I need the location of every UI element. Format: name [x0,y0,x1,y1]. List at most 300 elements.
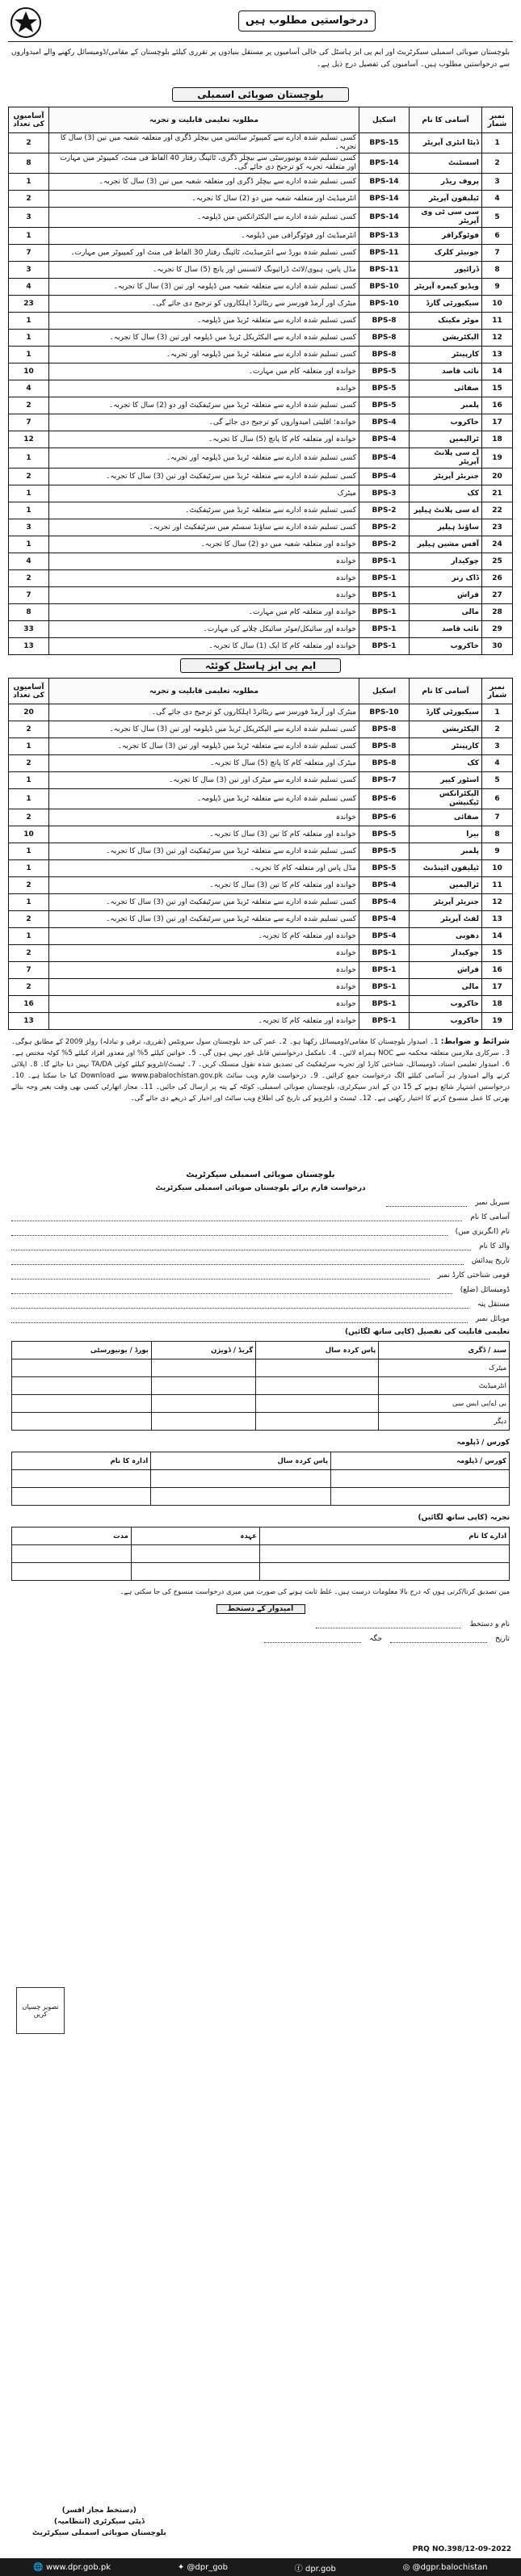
edu-cell[interactable] [151,1395,255,1413]
cell-scale: BPS-1 [359,570,410,587]
table-row [9,414,513,431]
globe-icon: 🌐 [33,2562,44,2572]
cell-count: 1 [9,894,49,911]
table-row [12,1470,510,1488]
edu-cell[interactable] [256,1413,379,1431]
table-row [9,502,513,519]
edu-degree: انٹرمیڈیٹ [379,1377,510,1395]
cell-req: مڈل پاس اور متعلقہ کام کا تجربہ۔ [49,860,359,877]
cell-sr: 18 [482,996,513,1013]
table-row [9,789,513,809]
cell-sr: 21 [482,485,513,502]
edu-cell[interactable] [151,1377,255,1395]
cell-req: کسی تسلیم شدہ ادارے سے متعلقہ ٹریڈ میں ڈپلومہ اور تجربہ۔ [49,347,359,363]
cell-post: مالی [410,979,482,996]
date-place-row [11,1633,510,1643]
table-row [9,363,513,380]
header-scale: اسکیل [359,107,410,133]
table-row [9,704,513,721]
table-row [12,1359,510,1377]
cell-scale: BPS-14 [359,208,410,228]
cell-count: 10 [9,363,49,380]
edu-cell[interactable] [151,1413,255,1431]
cell-req: خواندہ اور متعلقہ کام کا تجربہ۔ [49,1013,359,1030]
cell-scale: BPS-1 [359,996,410,1013]
edu-degree: میٹرک [379,1359,510,1377]
edu-cell[interactable] [256,1395,379,1413]
cell-post: خاکروب [410,1013,482,1030]
course-title: کورس / ڈپلومہ [456,1439,510,1447]
cell-post: اے سی پلانٹ آپریٹر [410,448,482,469]
cell-count: 23 [9,296,49,313]
cell-post: اسسٹنٹ [410,153,482,174]
jobs-table-hostel [8,678,513,1030]
cell-req: خواندہ [49,570,359,587]
cell-count: 1 [9,789,49,809]
cell-sr: 12 [482,330,513,347]
cell-sr: 19 [482,1013,513,1030]
cell-req: کسی تسلیم شدہ ادارے سے الیکٹرانکس میں ڈپلومہ۔ [49,208,359,228]
table-row [9,208,513,228]
name-field[interactable] [316,1619,461,1628]
cell-post: نائب قاصد [410,363,482,380]
cell-scale: BPS-8 [359,721,410,738]
cell-count: 16 [9,996,49,1013]
cell-sr: 11 [482,313,513,330]
cell-count: 13 [9,1013,49,1030]
cell-sr: 28 [482,604,513,621]
footer-twitter-label: @dpr_gob [187,2562,229,2572]
edu-cell[interactable] [256,1377,379,1395]
form-field-row [11,1299,510,1309]
cell-scale: BPS-4 [359,928,410,945]
cell-req: میٹرک اور آرمڈ فورسز سے ریٹائرڈ اہلکاروں کو ترجیح دی جائے گی۔ [49,296,359,313]
cell-req: کسی تسلیم شدہ ادارے سے متعلقہ ٹریڈ میں سرٹیفکیٹ اور تین (3) سال کا تجربہ۔ [49,843,359,860]
cell-scale: BPS-4 [359,431,410,448]
cell-count: 7 [9,245,49,262]
cell-scale: BPS-5 [359,397,410,414]
table-row [9,397,513,414]
table-row [9,448,513,469]
table-row [9,431,513,448]
form-field-input[interactable] [11,1313,468,1323]
footer-bar [0,2558,521,2576]
cell-scale: BPS-1 [359,587,410,604]
table-row [9,755,513,772]
form-serial-row [11,1197,510,1207]
exp-header-row [12,1528,510,1545]
edu-cell[interactable] [12,1359,152,1377]
footer-twitter[interactable] [178,2563,228,2572]
cell-count: 8 [9,153,49,174]
footer-web[interactable] [33,2563,111,2572]
table-row [9,826,513,843]
cell-sr: 4 [482,755,513,772]
cell-req: کسی تسلیم شدہ ادارے سے متعلقہ ٹریڈ میں ڈپلومہ اور تجربہ۔ [49,448,359,469]
form-field-input[interactable] [11,1299,469,1309]
cell-count: 2 [9,911,49,928]
cell-count: 1 [9,347,49,363]
cell-post: دھوبی [410,928,482,945]
cell-post: ڈاک رنر [410,570,482,587]
cell-count: 2 [9,877,49,894]
cell-count: 1 [9,485,49,502]
table-body [9,704,513,1030]
cell-count: 2 [9,133,49,153]
cell-post: سیکیورٹی گارڈ [410,296,482,313]
cell-post: سیکیورٹی گارڈ [410,704,482,721]
balochistan-emblem-icon [10,6,42,39]
column-header: عہدہ [131,1528,259,1545]
cell-count: 4 [9,380,49,397]
cell-scale: BPS-1 [359,979,410,996]
cell-post: لفٹ آپریٹر [410,911,482,928]
cell-scale: BPS-6 [359,789,410,809]
cell-req: خواندہ؛ اقلیتی امیدواروں کو ترجیح دی جائے گی۔ [49,414,359,431]
column-header: ادارہ کا نام [12,1452,151,1470]
column-header: ادارے کا نام [260,1528,510,1545]
cell-req: خواندہ اور متعلقہ کام میں مہارت۔ [49,363,359,380]
cell-req: خواندہ [49,553,359,570]
table-row [9,604,513,621]
form-field-row [11,1241,510,1250]
form-field-input[interactable] [11,1212,462,1221]
experience-table [11,1527,510,1581]
form-field-input[interactable] [11,1255,464,1265]
form-field-input[interactable] [11,1226,447,1236]
header-count: آسامیوں کی تعداد [9,107,49,133]
cell-scale: BPS-10 [359,279,410,296]
cell-scale: BPS-4 [359,877,410,894]
table-row [12,1377,510,1395]
cell-sr: 11 [482,877,513,894]
signatory-block [32,2505,166,2539]
table-row [12,1395,510,1413]
cell-req: کسی تسلیم شدہ ادارے سے میٹرک اور تین (3) سال کا تجربہ۔ [49,772,359,789]
footer-facebook-label: dpr.gob [305,2564,336,2574]
form-fields [11,1212,510,1323]
cell-req: کسی تسلیم شدہ ادارے سے متعلقہ ٹریڈ میں سرٹیفکیٹ اور تین (3) سال کا تجربہ۔ [49,911,359,928]
table-header-row [9,107,513,133]
table-row [9,962,513,979]
form-field-label: آسامی کا نام [470,1213,510,1221]
cell-post: اسٹور کیپر [410,772,482,789]
cell-sr: 9 [482,843,513,860]
cell-count: 8 [9,604,49,621]
cell-post: الیکٹریشن [410,330,482,347]
cell-count: 1 [9,536,49,553]
cell-scale: BPS-2 [359,502,410,519]
cell-scale: BPS-3 [359,485,410,502]
table-row [9,721,513,738]
edu-cell[interactable] [12,1395,152,1413]
cell-count: 1 [9,860,49,877]
cell-post: ڈرائیور [410,262,482,279]
cell-req: خواندہ اور متعلقہ کام میں مہارت۔ [49,604,359,621]
cell-sr: 1 [482,704,513,721]
place-label: جگہ [369,1635,383,1643]
cell-scale: BPS-4 [359,911,410,928]
cell-scale: BPS-5 [359,380,410,397]
cell-count: 10 [9,826,49,843]
edu-cell[interactable] [12,1413,152,1431]
table-row [9,296,513,313]
table-row [9,1013,513,1030]
table-row [9,843,513,860]
cell-post: خاکروب [410,996,482,1013]
cell-req: مڈل پاس، ہیوی/لائٹ ڈرائیونگ لائسنس اور پانچ (5) سال کا تجربہ۔ [49,262,359,279]
cell-sr: 6 [482,789,513,809]
cell-post: بیرا [410,826,482,843]
cell-sr: 8 [482,826,513,843]
table-row [9,621,513,638]
cell-req: کسی تسلیم شدہ ادارے سے متعلقہ ٹریڈ میں سرٹیفکیٹ۔ [49,502,359,519]
name-sign-row [11,1619,510,1628]
form-field-label: مستقل پتہ [477,1301,510,1309]
cell-post: پروف ریڈر [410,174,482,191]
form-org: بلوچستان صوبائی اسمبلی سیکرٹریٹ [186,1170,335,1179]
cell-sr: 30 [482,638,513,655]
cell-sr: 20 [482,469,513,485]
header-post: آسامی کا نام [410,679,482,704]
footer-web-label: www.dpr.gob.pk [46,2562,111,2572]
cell-post: ساؤنڈ ہیلپر [410,519,482,536]
form-field-input[interactable] [11,1284,452,1294]
cell-scale: BPS-14 [359,153,410,174]
edu-cell[interactable] [12,1377,152,1395]
edu-body [12,1359,510,1431]
cell-req: کسی تسلیم شدہ ادارے سے بیچلر ڈگری اور متعلقہ شعبہ میں تین (3) سال کا تجربہ۔ [49,174,359,191]
cell-sr: 10 [482,860,513,877]
cell-post: کک [410,755,482,772]
table-row [9,174,513,191]
cell-post: الیکٹریشن [410,721,482,738]
prq-number: PRQ NO.398/12-09-2022 [412,2545,511,2553]
cell-sr: 23 [482,519,513,536]
cell-post: ٹیلیفون آپریٹر [410,191,482,208]
signatory-line1: (دستخط مجاز افسر) [61,2507,137,2515]
cell-post: چوکیدار [410,945,482,962]
photo-box: تصویر چسپاں کریں [16,1987,65,2034]
terms-text: 1۔ امیدوار بلوچستان کا مقامی/ڈومیسائل رکھتا ہو۔ 2۔ عمر کی حد بلوچستان سول سرونٹس (تقرری، ترقی و تبادلہ) رولز 2009 کے مطابق ہوگی۔ 3۔ سرکاری ملازمین متعلقہ محکمہ سے NOC ہمراہ لائیں۔ 4۔ نامکمل درخواستیں قابل غور نہیں ہوں گی۔ 5۔ خواتین کیلئے 5% اور معذور افراد کیلئے 5% کوٹہ مختص ہے۔ 6۔ امیدوار تعلیمی اسناد، ڈومیسائل، شناختی کارڈ اور تجربہ سرٹیفکیٹ کی تصدیق شدہ نقول منسلک کریں۔ 7۔ ٹیسٹ/انٹرویو کیلئے کوئی TA/DA نہیں دیا جائے گا۔ 8۔ اپلائی کرنے والے امیدوار ہر آسامی کیلئے الگ درخواست جمع کرائیں۔ 9۔ درخواست فارم ویب سائٹ www.pabalochistan.gov.pk سے Download کیا جا سکتا ہے۔ 10۔ درخواستیں اشتہار شائع ہونے کے 15 دن کے اندر سیکرٹری، بلوچستان صوبائی اسمبلی، کوئٹہ کے پتہ پر ارسال کی جائیں۔ 11۔ مجاز اتھارٹی کسی بھی وقت بغیر وجہ بتائے بھرتی کا عمل منسوخ کرنے کا اختیار رکھتی ہے۔ 12۔ ٹیسٹ و انٹرویو کی تاریخ کی اطلاع ویب سائٹ اور اخبار کے ذریعے دی جائے گی۔ [11,1038,510,1103]
cell-scale: BPS-8 [359,738,410,755]
cell-scale: BPS-2 [359,519,410,536]
serial-label: سیریل نمبر [475,1199,510,1207]
table-row [9,928,513,945]
section-title-label: ایم پی ایز ہاسٹل کوئٹہ [180,658,341,673]
cell-post: پلمبر [410,397,482,414]
cell-post: مالی [410,604,482,621]
cell-count: 1 [9,228,49,245]
cell-scale: BPS-14 [359,174,410,191]
cell-sr: 13 [482,347,513,363]
cell-scale: BPS-13 [359,228,410,245]
table-row [9,380,513,397]
edu-cell[interactable] [256,1359,379,1377]
cell-count: 2 [9,469,49,485]
table-row [9,587,513,604]
cell-sr: 6 [482,228,513,245]
cell-count: 3 [9,519,49,536]
cell-post: جنریٹر آپریٹر [410,894,482,911]
cell-sr: 14 [482,363,513,380]
cell-sr: 5 [482,772,513,789]
date-field[interactable] [390,1633,487,1643]
intro-paragraph: بلوچستان صوبائی اسمبلی سیکرٹریٹ اور ایم پی ایز ہاسٹل کی خالی آسامیوں پر مستقل بنیادوں پر تقرری کیلئے بلوچستان کے مقامی/ڈومیسائل رکھنے والے امیدواروں سے درخواستیں مطلوب ہیں۔ آسامیوں کی تفصیل درج ذیل ہے۔ [11,48,510,69]
table-row [9,191,513,208]
table-row [12,1545,510,1563]
terms-section [11,1036,510,1164]
page-title: درخواستیں مطلوب ہیں [238,11,376,32]
cell-count: 4 [9,553,49,570]
cell-req: خواندہ اور متعلقہ کام کا ایک (1) سال کا تجربہ۔ [49,638,359,655]
cell-sr: 2 [482,721,513,738]
edu-cell[interactable] [151,1359,255,1377]
cell-count: 2 [9,979,49,996]
cell-req: انٹرمیڈیٹ اور متعلقہ شعبہ میں دو (2) سال کا تجربہ۔ [49,191,359,208]
cell-sr: 1 [482,133,513,153]
table-row [9,809,513,826]
facebook-icon: ⓕ [294,2564,303,2574]
table-row [9,519,513,536]
cell-post: ٹیلیفون اٹینڈنٹ [410,860,482,877]
cell-scale: BPS-1 [359,553,410,570]
table-row [9,536,513,553]
cell-scale: BPS-4 [359,469,410,485]
terms-heading: شرائط و ضوابط: [440,1037,510,1046]
table-row [9,570,513,587]
cell-sr: 3 [482,174,513,191]
table-row [12,1488,510,1506]
cell-count: 7 [9,587,49,604]
cell-count: 1 [9,738,49,755]
cell-sr: 9 [482,279,513,296]
cell-post: الیکٹرانکس ٹیکنیشن [410,789,482,809]
table-row [9,485,513,502]
cell-post: فراش [410,962,482,979]
table-row [12,1563,510,1581]
form-field-row [11,1212,510,1221]
exp-title: تجربہ (کاپی ساتھ لگائیں) [418,1514,510,1522]
cell-post: کک [410,485,482,502]
form-title: درخواست فارم برائے بلوچستان صوبائی اسمبلی سیکرٹریٹ [155,1184,366,1192]
cell-req: میٹرک اور آرمڈ فورسز سے ریٹائرڈ اہلکاروں کو ترجیح دی جائے گی۔ [49,704,359,721]
cell-count: 4 [9,279,49,296]
name-label: نام و دستخط [469,1620,510,1628]
cell-count: 2 [9,809,49,826]
cell-req: کسی تسلیم شدہ ادارے سے الیکٹریکل ٹریڈ میں ڈپلومہ اور تین (3) سال کا تجربہ۔ [49,330,359,347]
cell-count: 2 [9,397,49,414]
table-row [9,262,513,279]
cell-post: چوکیدار [410,553,482,570]
table-row [9,228,513,245]
cell-sr: 19 [482,448,513,469]
table-row [9,738,513,755]
cell-req: انٹرمیڈیٹ اور فوٹوگرافی میں ڈپلومہ۔ [49,228,359,245]
cell-sr: 22 [482,502,513,519]
cell-post: صفائی [410,380,482,397]
date-label: تاریخ [495,1635,510,1643]
cell-count: 1 [9,313,49,330]
header-count: آسامیوں کی تعداد [9,679,49,704]
header-sr: نمبر شمار [482,107,513,133]
cell-sr: 16 [482,397,513,414]
cell-scale: BPS-7 [359,772,410,789]
education-table [11,1341,510,1431]
cell-req: کسی تسلیم شدہ ادارے سے الیکٹریکل ٹریڈ میں ڈپلومہ اور تین (3) سال کا تجربہ۔ [49,721,359,738]
column-header: مدت [12,1528,132,1545]
cell-req: کسی تسلیم شدہ ادارے سے کمپیوٹر سائنس میں بیچلر ڈگری اور متعلقہ شعبہ میں تین (3) سال کا تجربہ۔ [49,133,359,153]
cell-scale: BPS-1 [359,1013,410,1030]
cell-scale: BPS-8 [359,313,410,330]
form-field-row [11,1284,510,1294]
section-title-assembly [8,89,513,103]
footer-instagram[interactable] [403,2563,488,2572]
table-row [9,945,513,962]
form-field-label: ڈومیسائل (ضلع) [460,1286,510,1294]
cell-scale: BPS-4 [359,414,410,431]
cell-req: خواندہ اور متعلقہ کام کا تین (3) سال کا تجربہ۔ [49,877,359,894]
footer-facebook[interactable] [295,2561,336,2574]
cell-count: 33 [9,621,49,638]
cell-count: 7 [9,962,49,979]
table-row [9,330,513,347]
cell-count: 7 [9,414,49,431]
cell-scale: BPS-2 [359,536,410,553]
form-field-input[interactable] [11,1270,430,1280]
cell-sr: 15 [482,945,513,962]
cell-count: 3 [9,262,49,279]
serial-field[interactable] [386,1197,467,1207]
application-form [11,1170,510,1643]
form-field-label: موبائل نمبر [475,1315,510,1323]
footer-instagram-label: @dgpr.balochistan [412,2562,488,2572]
header-req: مطلوبہ تعلیمی قابلیت و تجربہ [49,107,359,133]
edu-degree: بی اے/بی ایس سی [379,1395,510,1413]
cell-req: خواندہ [49,587,359,604]
place-field[interactable] [264,1633,361,1643]
cell-scale: BPS-8 [359,347,410,363]
form-field-input[interactable] [11,1241,471,1250]
table-row [9,347,513,363]
instagram-icon: ◎ [402,2562,410,2572]
table-row [9,772,513,789]
cell-req: میٹرک [49,485,359,502]
cell-post: خاکروب [410,414,482,431]
cell-sr: 2 [482,153,513,174]
cell-sr: 10 [482,296,513,313]
column-header: کورس / ڈپلومہ [331,1452,510,1470]
jobs-table-assembly [8,107,513,655]
form-field-row [11,1270,510,1280]
cell-scale: BPS-5 [359,843,410,860]
cell-post: پلمبر [410,843,482,860]
cell-post: کارپینٹر [410,347,482,363]
cell-req: کسی تسلیم شدہ بورڈ سے انٹرمیڈیٹ، ٹائپنگ رفتار 30 الفاظ فی منٹ اور کمپیوٹر میں مہارت۔ [49,245,359,262]
cell-post: ٹرالیمین [410,431,482,448]
cell-req: کسی تسلیم شدہ ادارے سے متعلقہ شعبہ میں ڈپلومہ اور تین (3) سال کا تجربہ۔ [49,279,359,296]
table-row [9,313,513,330]
cell-count: 12 [9,431,49,448]
cell-scale: BPS-1 [359,945,410,962]
cell-post: فوٹوگرافر [410,228,482,245]
table-row [9,894,513,911]
cell-req: خواندہ [49,809,359,826]
cell-scale: BPS-6 [359,809,410,826]
cell-req: کسی تسلیم شدہ ادارے سے متعلقہ ٹریڈ میں سرٹیفکیٹ اور تین (3) سال کا تجربہ۔ [49,469,359,485]
table-row [9,553,513,570]
table-row [9,877,513,894]
